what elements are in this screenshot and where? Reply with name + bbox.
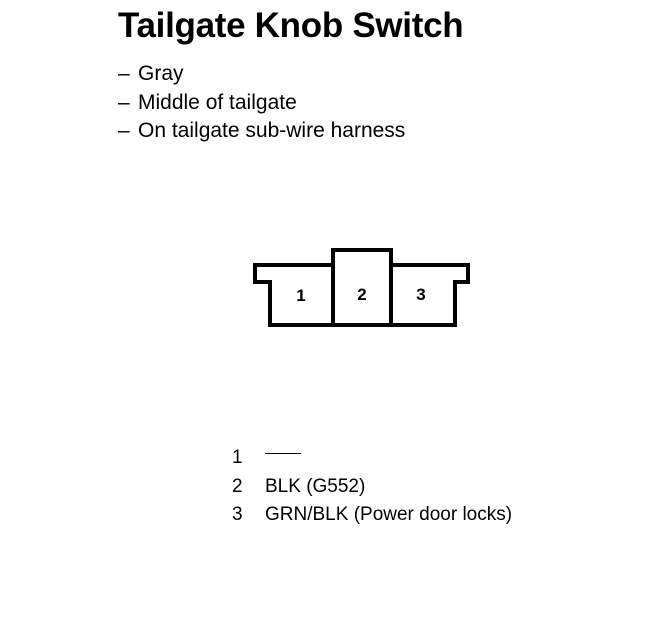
unused-pin-dash [265, 453, 301, 454]
pin-number: 2 [232, 475, 243, 497]
cavity-label-1: 1 [296, 286, 306, 305]
pinout-row [232, 444, 512, 473]
cavity-label-2: 2 [357, 285, 367, 304]
detail-text: Gray [138, 62, 184, 85]
pin-number: 3 [232, 504, 243, 525]
dash-icon: – [118, 119, 130, 142]
detail-text: Middle of tailgate [138, 90, 297, 114]
wire-description: BLK (G552) [265, 475, 366, 497]
pinout-row [232, 473, 512, 502]
pinout-row [232, 501, 512, 530]
wire-description: GRN/BLK (Power door locks) [265, 504, 513, 525]
detail-text: On tailgate sub-wire harness [138, 119, 406, 142]
dash-icon: – [118, 90, 130, 114]
page-title: Tailgate Knob Switch [118, 6, 464, 45]
pin-number: 1 [232, 447, 243, 468]
dash-icon: – [118, 62, 130, 85]
cavity-label-3: 3 [416, 285, 426, 304]
pinout-list [232, 444, 512, 530]
